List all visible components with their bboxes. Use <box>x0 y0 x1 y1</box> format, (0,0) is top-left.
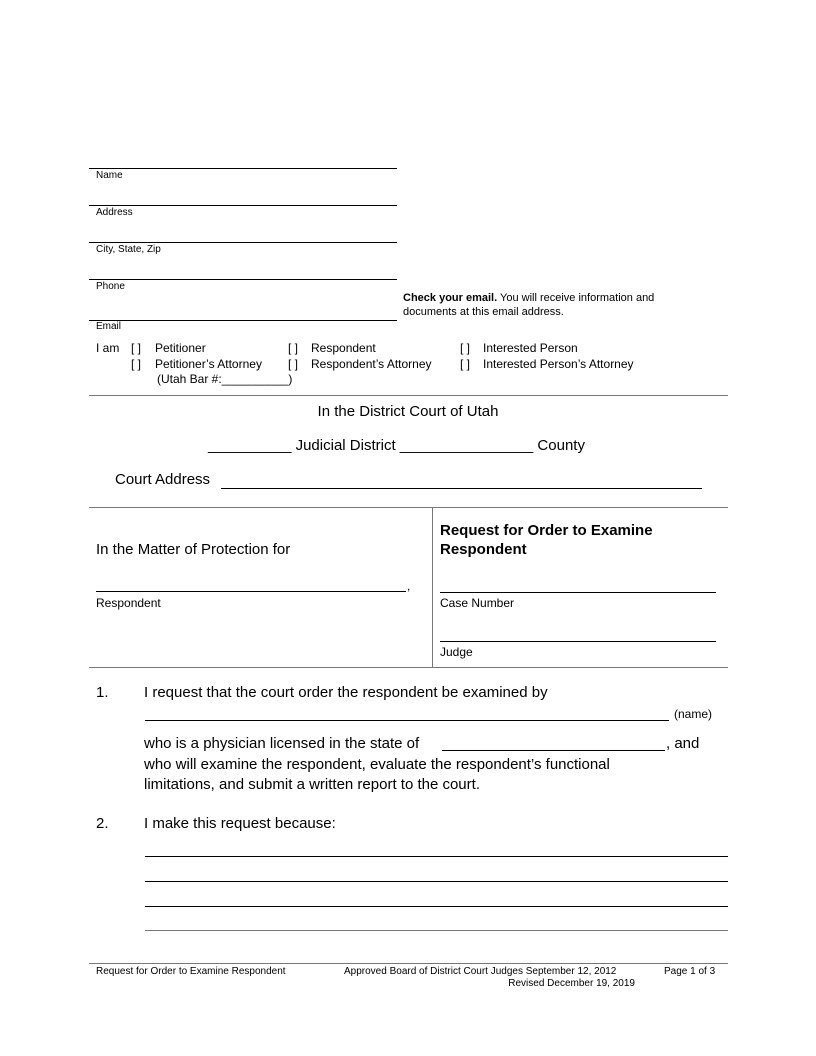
case-number-line[interactable] <box>440 592 716 593</box>
i-am-label: I am <box>96 341 120 355</box>
doc-title-line1: Request for Order to Examine <box>440 522 653 539</box>
caption-top-rule <box>89 507 728 508</box>
footer-revised: Revised December 19, 2019 <box>508 978 635 989</box>
name-tag: (name) <box>674 707 713 721</box>
item2-line1: I make this request because: <box>144 815 336 832</box>
caption-divider <box>432 507 433 667</box>
respondents-attorney-checkbox[interactable]: [ ] <box>288 357 299 371</box>
reason-line-1[interactable] <box>145 856 728 857</box>
email-note-line2: documents at this email address. <box>403 306 564 318</box>
petitioners-attorney-label: Petitioner’s Attorney <box>155 357 262 371</box>
reason-line-4[interactable] <box>145 930 728 931</box>
address-line[interactable] <box>89 242 397 243</box>
respondent-label: Respondent <box>311 341 376 355</box>
item1-line5: limitations, and submit a written report to the court. <box>144 776 480 793</box>
footer-page: Page 1 of 3 <box>664 966 716 977</box>
petitioners-attorney-checkbox[interactable]: [ ] <box>131 357 142 371</box>
interested-persons-attorney-checkbox[interactable]: [ ] <box>460 357 471 371</box>
item1-line1: I request that the court order the respondent be examined by <box>144 684 548 701</box>
city-state-zip-label: City, State, Zip <box>96 244 161 255</box>
court-title: In the District Court of Utah <box>317 403 499 420</box>
phone-label: Phone <box>96 281 125 292</box>
judge-label: Judge <box>440 645 473 659</box>
state-line[interactable] <box>442 750 665 751</box>
interested-person-checkbox[interactable]: [ ] <box>460 341 471 355</box>
reason-line-3[interactable] <box>145 906 728 907</box>
case-number-label: Case Number <box>440 596 515 610</box>
email-note-rest: You will receive information and <box>497 292 655 304</box>
address-label: Address <box>96 207 133 218</box>
court-address-label: Court Address <box>115 471 211 488</box>
email-label: Email <box>96 321 122 332</box>
petitioner-checkbox[interactable]: [ ] <box>131 341 142 355</box>
footer-form-title: Request for Order to Examine Respondent <box>96 966 286 977</box>
judge-line[interactable] <box>440 641 716 642</box>
email-note <box>403 292 654 304</box>
district-county-line[interactable]: __________ Judicial District ________________ County <box>208 437 585 454</box>
email-note-bold: Check your email. <box>403 292 498 304</box>
respondent-name-line[interactable] <box>96 591 406 592</box>
item2-number: 2. <box>96 815 109 832</box>
doc-title-line2: Respondent <box>440 541 527 558</box>
respondent-caption-label: Respondent <box>96 596 161 610</box>
matter-label: In the Matter of Protection for <box>96 541 291 558</box>
footer-approved: Approved Board of District Court Judges September 12, 2012 <box>344 966 617 977</box>
top-rule <box>89 168 397 169</box>
comma: , <box>407 579 411 593</box>
physician-name-line[interactable] <box>145 720 669 721</box>
name-line[interactable] <box>89 205 397 206</box>
court-address-line[interactable] <box>221 488 702 489</box>
footer-rule <box>89 963 728 964</box>
phone-line[interactable] <box>89 320 397 321</box>
name-label: Name <box>96 170 123 181</box>
petitioner-label: Petitioner <box>155 341 206 355</box>
respondents-attorney-label: Respondent’s Attorney <box>311 357 432 371</box>
interested-person-label: Interested Person <box>483 341 578 355</box>
reason-line-2[interactable] <box>145 881 728 882</box>
caption-bottom-rule <box>89 667 728 668</box>
utah-bar-field[interactable]: (Utah Bar #:__________) <box>157 372 293 386</box>
item1-number: 1. <box>96 684 109 701</box>
interested-persons-attorney-label: Interested Person’s Attorney <box>483 357 634 371</box>
item1-line3a: who is a physician licensed in the state of <box>144 735 420 752</box>
item1-line3b: , and <box>666 735 700 752</box>
header-divider <box>89 395 728 396</box>
item1-line4: who will examine the respondent, evaluate the respondent’s functional <box>144 756 610 773</box>
city-line[interactable] <box>89 279 397 280</box>
respondent-checkbox[interactable]: [ ] <box>288 341 299 355</box>
